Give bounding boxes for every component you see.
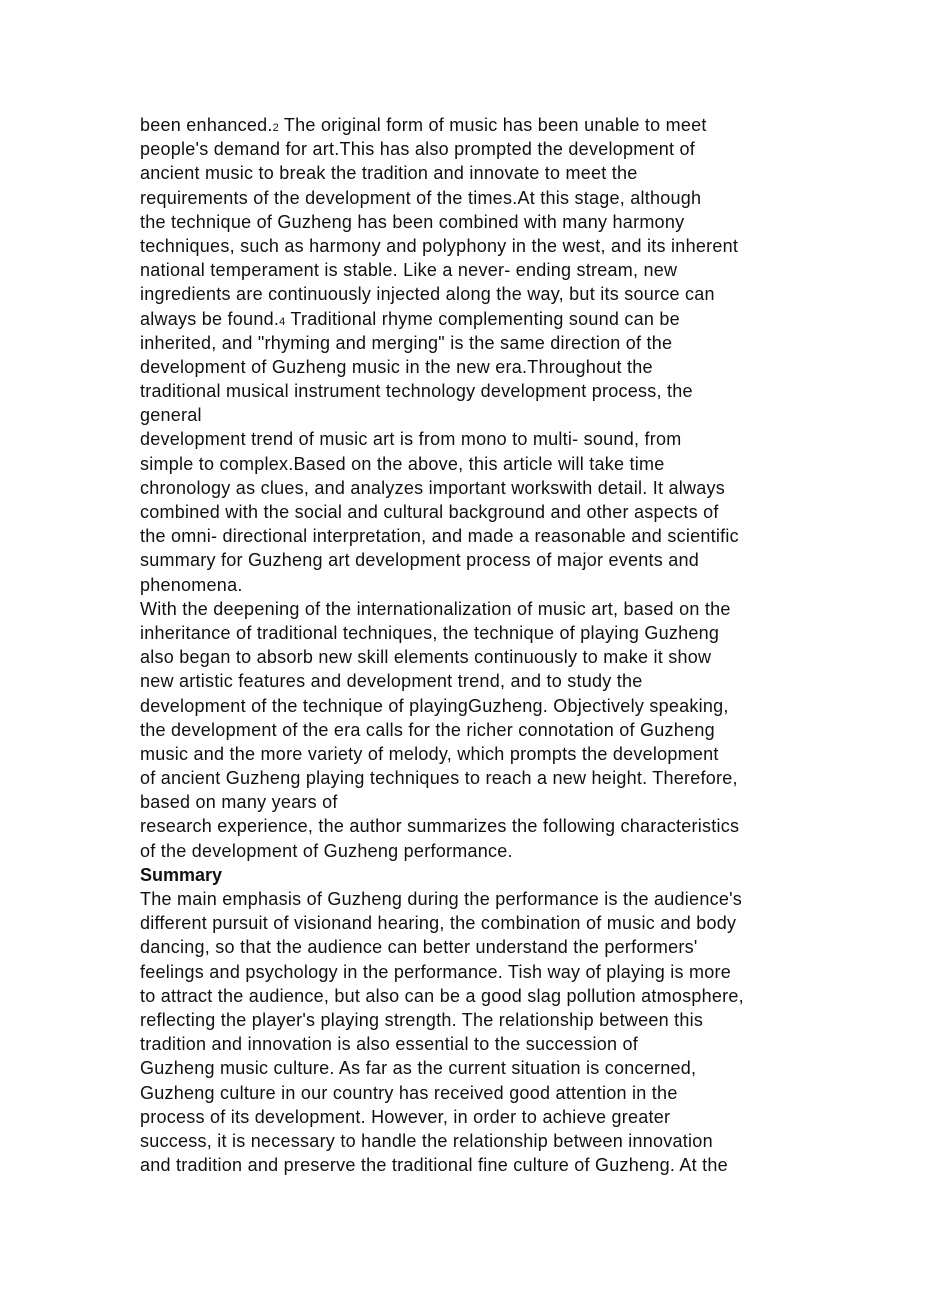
text-line: ingredients are continuously injected along the way, but its source can — [140, 284, 715, 305]
text-line: traditional musical instrument technology development process, the — [140, 381, 693, 402]
text-line: inherited, and "rhyming and merging" is the same direction of the — [140, 332, 673, 353]
text-line — [140, 113, 744, 137]
text-line: process of its development. However, in order to achieve greater — [140, 1106, 671, 1127]
text-line: With the deepening of the internationalization of music art, based on the — [140, 598, 731, 619]
text-line: of ancient Guzheng playing techniques to reach a new height. Therefore, — [140, 768, 738, 789]
text-line: of the development of Guzheng performance. — [140, 840, 513, 861]
text-line: ancient music to break the tradition and innovate to meet the — [140, 163, 638, 184]
text-line: feelings and psychology in the performance. Tish way of playing is more — [140, 961, 732, 982]
text-line: The main emphasis of Guzheng during the performance is the audience's — [140, 889, 743, 909]
text-line: Guzheng music culture. As far as the current situation is concerned, — [140, 1058, 697, 1079]
text-line: dancing, so that the audience can better understand the performers' — [140, 937, 698, 958]
text-line: tradition and innovation is also essential to the succession of — [140, 1034, 639, 1055]
text-line: summary for Guzheng art development process of major events and — [140, 550, 700, 571]
text-line: simple to complex.Based on the above, this article will take time — [140, 453, 665, 474]
text-line: people's demand for art.This has also prompted the development of — [140, 139, 696, 160]
text-line: general — [140, 405, 202, 426]
text-line: reflecting the player's playing strength. The relationship between this — [140, 1009, 704, 1030]
text-line: development of Guzheng music in the new era.Throughout the — [140, 356, 653, 377]
text-line: development of the technique of playingGuzheng. Objectively speaking, — [140, 695, 729, 716]
text-segment: The original form of music has been unable to meet — [279, 115, 707, 135]
text-line: different pursuit of visionand hearing, the combination of music and body — [140, 913, 737, 934]
text-line — [140, 307, 744, 331]
text-line: based on many years of — [140, 792, 338, 813]
document-body — [140, 113, 744, 1177]
text-line: and tradition and preserve the traditional fine culture of Guzheng. At the — [140, 1155, 728, 1176]
text-segment: been enhanced. — [140, 115, 273, 135]
text-line: music and the more variety of melody, which prompts the development — [140, 743, 719, 764]
text-segment: always be found. — [140, 308, 280, 329]
text-line: national temperament is stable. Like a never- ending stream, new — [140, 260, 678, 281]
text-line: research experience, the author summarizes the following characteristics — [140, 816, 740, 837]
text-line: development trend of music art is from mono to multi- sound, from — [140, 429, 682, 450]
text-line: inheritance of traditional techniques, the technique of playing Guzheng — [140, 622, 720, 643]
text-line: techniques, such as harmony and polyphony in the west, and its inherent — [140, 235, 739, 256]
text-line: the development of the era calls for the richer connotation of Guzheng — [140, 719, 715, 740]
section-heading: Summary — [140, 864, 223, 885]
text-line: also began to absorb new skill elements continuously to make it show — [140, 647, 712, 668]
text-line: new artistic features and development trend, and to study the — [140, 671, 643, 692]
text-line: to attract the audience, but also can be a good slag pollution atmosphere, — [140, 985, 744, 1006]
text-line: the omni- directional interpretation, and made a reasonable and scientific — [140, 526, 739, 547]
text-line: the technique of Guzheng has been combined with many harmony — [140, 211, 685, 232]
text-segment: Traditional rhyme complementing sound can be — [285, 308, 680, 329]
text-line: success, it is necessary to handle the relationship between innovation — [140, 1130, 713, 1151]
text-line: requirements of the development of the times.At this stage, although — [140, 187, 702, 208]
text-line: chronology as clues, and analyzes important workswith detail. It always — [140, 477, 726, 498]
footnote-reference: 4 — [279, 315, 286, 328]
text-line: Guzheng culture in our country has received good attention in the — [140, 1082, 678, 1103]
text-line: phenomena. — [140, 574, 243, 595]
text-line: combined with the social and cultural background and other aspects of — [140, 502, 719, 522]
footnote-reference: 2 — [272, 122, 279, 134]
